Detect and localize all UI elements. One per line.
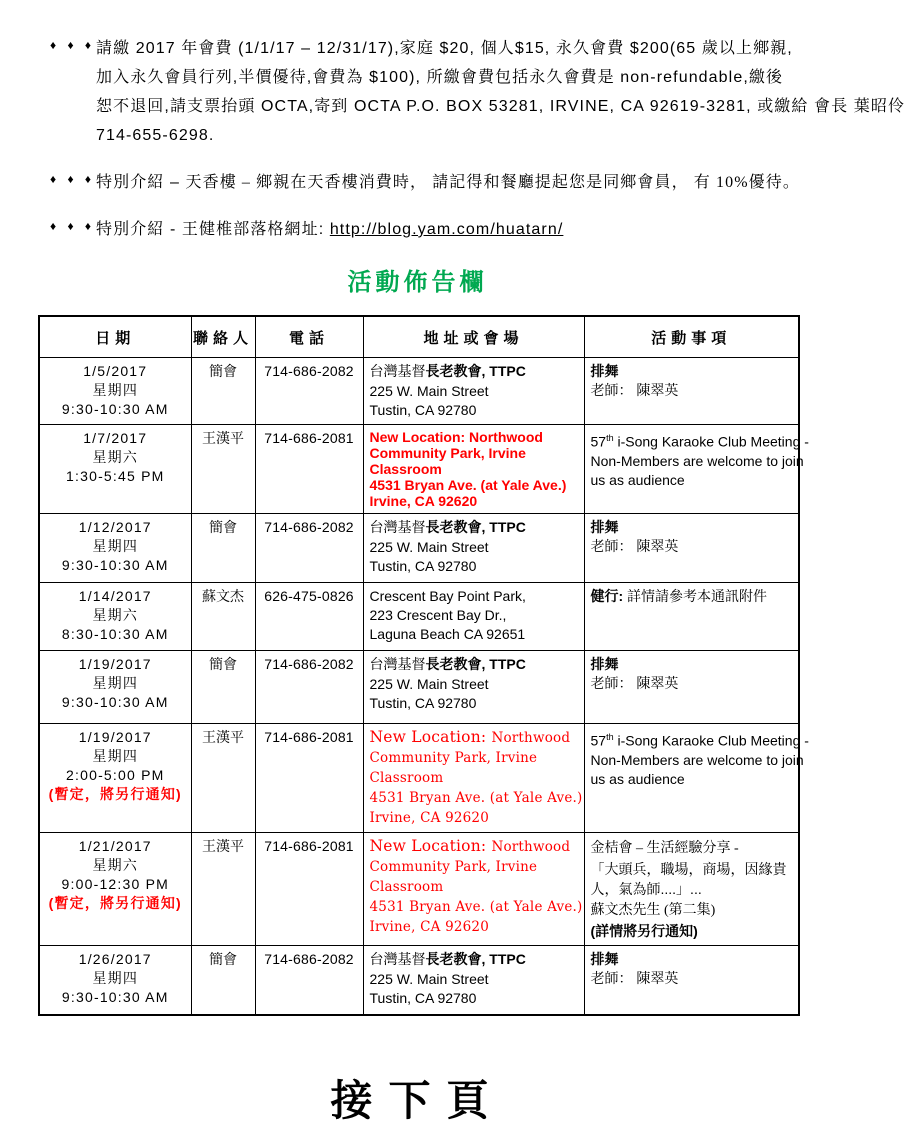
venue-cell bbox=[363, 946, 584, 1016]
text-line bbox=[262, 587, 357, 606]
activity-cell bbox=[584, 651, 799, 724]
text-segment: 加入永久會員行列,半價優待,會費為 $100), 所繳會費包括永久會費是 non-refundable,繳後 bbox=[96, 69, 784, 86]
date-cell bbox=[39, 946, 191, 1016]
text-line bbox=[591, 837, 793, 859]
venue-cell bbox=[363, 833, 584, 946]
text-line bbox=[96, 121, 905, 150]
text-line bbox=[262, 518, 357, 537]
text-line bbox=[46, 766, 185, 785]
diamond-bullets-icon: ♦ ♦ ♦ bbox=[50, 219, 96, 233]
text-segment: 57 bbox=[590, 433, 607, 450]
phone-cell bbox=[255, 514, 363, 583]
text-segment: 714-686-2082 bbox=[264, 656, 354, 672]
text-line bbox=[591, 879, 793, 899]
activity-cell bbox=[584, 583, 799, 651]
venue-cell bbox=[363, 583, 584, 651]
text-segment: 王漢平 bbox=[202, 840, 244, 855]
text-segment: 9:30-10:30 AM bbox=[61, 694, 169, 710]
activity-cell bbox=[584, 425, 809, 514]
text-segment: 1/5/2017 bbox=[83, 363, 148, 379]
text-segment: 1/19/2017 bbox=[78, 729, 152, 745]
text-segment: 簡會 bbox=[209, 658, 237, 673]
text-segment: 老師： bbox=[590, 382, 637, 398]
text-segment: Northwood bbox=[491, 730, 571, 746]
text-segment: , TTPC bbox=[481, 519, 526, 535]
text-segment: 排舞 bbox=[590, 519, 619, 535]
text-line bbox=[590, 728, 809, 751]
text-line bbox=[262, 429, 357, 448]
date-cell bbox=[39, 425, 191, 514]
text-segment: 台灣基督 bbox=[369, 658, 426, 673]
venue-cell bbox=[363, 425, 584, 514]
text-segment: Classroom bbox=[369, 879, 444, 895]
text-line bbox=[370, 950, 578, 970]
activities-table bbox=[38, 315, 809, 1016]
text-line bbox=[46, 448, 185, 467]
contact-cell bbox=[191, 514, 255, 583]
text-line bbox=[591, 674, 793, 694]
text-line bbox=[198, 429, 249, 449]
text-segment: 長老教會 bbox=[425, 656, 482, 672]
text-segment: 長老教會 bbox=[425, 363, 482, 379]
notice-paragraph bbox=[50, 168, 835, 197]
notice-section bbox=[0, 0, 905, 244]
text-segment: 2:00-5:00 PM bbox=[66, 767, 165, 783]
text-line bbox=[370, 429, 578, 445]
text-segment: New Location: Northwood bbox=[369, 429, 543, 445]
text-line bbox=[46, 894, 185, 913]
text-segment: 星期四 bbox=[92, 538, 139, 554]
text-segment: 9:30-10:30 AM bbox=[61, 401, 169, 417]
text-line bbox=[370, 694, 578, 713]
text-line bbox=[591, 587, 793, 606]
text-segment: 簡會 bbox=[209, 521, 237, 536]
text-segment: 225 W. Main Street bbox=[369, 539, 489, 555]
text-segment: 排舞 bbox=[590, 656, 619, 672]
text-line bbox=[46, 988, 185, 1007]
text-segment: 1/19/2017 bbox=[78, 656, 152, 672]
activity-cell bbox=[584, 514, 799, 583]
text-segment: 蘇文杰先生 (第二集) bbox=[590, 903, 716, 918]
contact-cell bbox=[191, 833, 255, 946]
paragraph-text bbox=[96, 168, 800, 197]
text-line bbox=[370, 837, 578, 857]
text-line bbox=[370, 445, 578, 461]
phone-cell bbox=[255, 833, 363, 946]
text-line bbox=[370, 557, 578, 576]
phone-cell bbox=[255, 651, 363, 724]
date-cell bbox=[39, 583, 191, 651]
table-row bbox=[39, 583, 799, 651]
text-line bbox=[370, 362, 578, 382]
text-segment: 特別介紹 - 王健椎部落格網址: bbox=[96, 221, 330, 238]
text-segment: 星期四 bbox=[92, 675, 139, 691]
text-line bbox=[370, 748, 578, 768]
date-cell bbox=[39, 833, 191, 946]
text-line bbox=[370, 382, 578, 401]
text-segment: (暫定，將另行通知) bbox=[48, 786, 182, 802]
text-segment: Community Park, Irvine bbox=[369, 859, 538, 875]
text-segment: Classroom bbox=[369, 461, 442, 477]
venue-cell bbox=[363, 724, 584, 833]
text-line bbox=[370, 989, 578, 1008]
text-line bbox=[46, 950, 185, 969]
text-segment: 陳翠英 bbox=[636, 540, 679, 555]
text-segment: 老師： bbox=[590, 675, 637, 691]
table-row bbox=[39, 514, 799, 583]
text-line bbox=[262, 950, 357, 969]
text-line bbox=[591, 770, 793, 789]
date-cell bbox=[39, 358, 191, 425]
text-segment: , TTPC bbox=[481, 656, 526, 672]
text-segment: 星期六 bbox=[92, 857, 139, 873]
text-segment: 星期四 bbox=[92, 748, 139, 764]
date-cell bbox=[39, 514, 191, 583]
text-segment: 排舞 bbox=[590, 951, 619, 967]
text-segment: 9:30-10:30 AM bbox=[61, 557, 169, 573]
column-header-venue: 地址或會場 bbox=[363, 316, 584, 358]
text-line bbox=[370, 970, 578, 989]
activity-cell bbox=[584, 724, 809, 833]
text-segment: 225 W. Main Street bbox=[369, 971, 489, 987]
text-segment: 8:30-10:30 AM bbox=[61, 626, 169, 642]
text-line bbox=[370, 917, 578, 937]
text-line bbox=[591, 969, 793, 989]
text-segment: 王漢平 bbox=[202, 731, 244, 746]
text-segment: 台灣基督 bbox=[369, 521, 426, 536]
column-header-activity: 活動事項 bbox=[584, 316, 799, 358]
text-line bbox=[370, 606, 578, 625]
text-segment: Classroom bbox=[369, 770, 444, 786]
text-segment: 714-686-2081 bbox=[264, 729, 354, 745]
text-line bbox=[590, 751, 804, 770]
paragraph-text bbox=[96, 215, 563, 244]
text-line bbox=[591, 899, 793, 921]
text-line bbox=[262, 837, 357, 856]
venue-cell bbox=[363, 514, 584, 583]
diamond-bullets-icon: ♦ ♦ ♦ bbox=[50, 38, 96, 52]
text-line bbox=[198, 362, 249, 382]
text-line bbox=[591, 950, 793, 969]
text-segment: Tustin, CA 92780 bbox=[369, 558, 477, 574]
text-segment: 特別介紹 – bbox=[96, 174, 186, 191]
text-line bbox=[370, 675, 578, 694]
text-line bbox=[370, 587, 578, 606]
table-row bbox=[39, 833, 799, 946]
text-line bbox=[96, 168, 800, 197]
text-segment: Tustin, CA 92780 bbox=[369, 990, 477, 1006]
text-segment: 台灣基督 bbox=[369, 953, 426, 968]
text-segment: Irvine, CA 92620 bbox=[369, 493, 478, 509]
text-segment: i-Song Karaoke Club Meeting - bbox=[613, 433, 809, 450]
text-line bbox=[370, 625, 578, 644]
column-header-date: 日期 bbox=[39, 316, 191, 358]
venue-cell bbox=[363, 358, 584, 425]
text-line bbox=[46, 693, 185, 712]
activity-cell bbox=[584, 833, 799, 946]
text-line bbox=[46, 655, 185, 674]
text-segment: 健行: bbox=[590, 588, 624, 604]
contact-cell bbox=[191, 425, 255, 514]
text-segment: Tustin, CA 92780 bbox=[369, 695, 477, 711]
text-line bbox=[370, 538, 578, 557]
venue-cell bbox=[363, 651, 584, 724]
paragraph-text bbox=[96, 34, 905, 150]
section-title: 活動佈告欄 bbox=[347, 269, 488, 296]
text-line bbox=[370, 655, 578, 675]
text-segment: Crescent Bay Point Park, bbox=[369, 588, 526, 604]
phone-cell bbox=[255, 425, 363, 514]
text-line bbox=[591, 859, 793, 879]
text-segment: 簡會 bbox=[209, 953, 237, 968]
text-segment: 1/12/2017 bbox=[78, 519, 152, 535]
date-cell bbox=[39, 651, 191, 724]
text-line bbox=[198, 837, 249, 857]
date-cell bbox=[39, 724, 191, 833]
text-segment: Laguna Beach CA 92651 bbox=[369, 626, 526, 642]
contact-cell bbox=[191, 724, 255, 833]
text-segment: 714-686-2082 bbox=[264, 951, 354, 967]
text-segment: Irvine, CA 92620 bbox=[369, 919, 490, 935]
text-segment: 1/7/2017 bbox=[83, 430, 148, 446]
text-line bbox=[262, 362, 357, 381]
text-segment: 714-686-2081 bbox=[264, 838, 354, 854]
text-line bbox=[96, 63, 905, 92]
text-line bbox=[370, 401, 578, 420]
text-line bbox=[370, 808, 578, 828]
text-line bbox=[591, 362, 793, 381]
text-line bbox=[46, 785, 185, 804]
text-segment: 簡會 bbox=[209, 365, 237, 380]
text-segment: 626-475-0826 bbox=[264, 588, 354, 604]
text-line bbox=[46, 747, 185, 766]
text-segment: New Location: bbox=[369, 728, 492, 746]
text-segment: 王漢平 bbox=[202, 432, 244, 447]
text-segment: 225 W. Main Street bbox=[369, 383, 489, 399]
text-segment: 714-686-2081 bbox=[264, 430, 354, 446]
phone-cell bbox=[255, 946, 363, 1016]
text-line bbox=[262, 728, 357, 747]
text-segment: (暫定，將另行通知) bbox=[48, 895, 182, 911]
text-segment: 恕不退回,請支票抬頭 OCTA,寄到 OCTA P.O. BOX 53281, IRVINE, CA 92619-3281, 或繳給 會長 葉昭伶 bbox=[96, 98, 905, 115]
text-segment: 星期四 bbox=[92, 970, 139, 986]
text-segment: i-Song Karaoke Club Meeting - bbox=[613, 732, 809, 749]
text-line bbox=[46, 625, 185, 644]
text-line bbox=[96, 34, 905, 63]
text-segment: 長老教會 bbox=[425, 519, 482, 535]
text-line bbox=[590, 452, 804, 471]
text-segment: 223 Crescent Bay Dr., bbox=[369, 607, 507, 623]
text-line bbox=[370, 518, 578, 538]
continued-next-page: 接下頁 bbox=[330, 1079, 505, 1125]
text-segment: 老師： bbox=[590, 970, 637, 986]
table-header-row bbox=[39, 316, 799, 358]
text-segment: 4531 Bryan Ave. (at Yale Ave.) bbox=[369, 899, 583, 915]
text-segment: 星期六 bbox=[92, 607, 139, 623]
text-segment: 星期四 bbox=[92, 382, 139, 398]
text-line bbox=[198, 728, 249, 748]
text-segment: 1/14/2017 bbox=[78, 588, 152, 604]
text-line bbox=[370, 461, 578, 477]
column-header-phone: 電話 bbox=[255, 316, 363, 358]
text-segment: us as audience bbox=[590, 770, 685, 787]
text-line bbox=[370, 477, 578, 493]
text-segment: Non-Members are welcome to join bbox=[590, 751, 804, 768]
text-line bbox=[198, 518, 249, 538]
text-segment: 蘇文杰 bbox=[202, 590, 244, 605]
text-segment: 老師： bbox=[590, 538, 637, 554]
column-header-contact: 聯絡人 bbox=[191, 316, 255, 358]
text-segment: 長老教會 bbox=[425, 951, 482, 967]
text-line bbox=[591, 518, 793, 537]
phone-cell bbox=[255, 358, 363, 425]
text-line bbox=[591, 537, 793, 557]
text-segment: 9:30-10:30 AM bbox=[61, 989, 169, 1005]
text-line bbox=[46, 556, 185, 575]
text-segment: 714-686-2082 bbox=[264, 363, 354, 379]
text-segment: 陳翠英 bbox=[636, 677, 679, 692]
text-line bbox=[591, 921, 793, 941]
text-segment: 台灣基督 bbox=[369, 365, 426, 380]
text-line bbox=[46, 467, 185, 486]
text-line bbox=[198, 950, 249, 970]
text-segment: Tustin, CA 92780 bbox=[369, 402, 477, 418]
text-segment: 詳情請參考本通訊附件 bbox=[623, 588, 768, 604]
text-line bbox=[46, 537, 185, 556]
text-segment: 1/26/2017 bbox=[78, 951, 152, 967]
text-line bbox=[46, 969, 185, 988]
text-line bbox=[46, 856, 185, 875]
text-segment: 人，氣為師....」... bbox=[590, 881, 702, 897]
phone-cell bbox=[255, 583, 363, 651]
text-segment: 「大頭兵，職場，商場，因緣貴 bbox=[590, 861, 787, 877]
text-segment: 請繳 2017 年會費 (1/1/17 – 12/31/17),家庭 $20, 個人$15, 永久會費 $200(65 歲以上鄉親, bbox=[96, 40, 793, 57]
text-line bbox=[591, 381, 793, 401]
text-line bbox=[370, 857, 578, 877]
text-segment: Community Park, Irvine bbox=[369, 750, 538, 766]
text-line bbox=[46, 381, 185, 400]
text-line bbox=[46, 606, 185, 625]
text-segment: 金桔會 – 生活經驗分享 - bbox=[590, 841, 739, 856]
text-line bbox=[590, 429, 809, 452]
table-row bbox=[39, 651, 799, 724]
text-segment: 4531 Bryan Ave. (at Yale Ave.) bbox=[369, 477, 567, 493]
table-row bbox=[39, 946, 799, 1016]
text-line bbox=[198, 587, 249, 607]
text-segment: us as audience bbox=[590, 471, 685, 488]
text-segment: , TTPC bbox=[481, 363, 526, 379]
contact-cell bbox=[191, 358, 255, 425]
table-row bbox=[39, 358, 799, 425]
contact-cell bbox=[191, 946, 255, 1016]
text-segment: th bbox=[606, 732, 614, 742]
text-segment: 陳翠英 bbox=[636, 972, 679, 987]
text-line bbox=[46, 587, 185, 606]
text-segment: 4531 Bryan Ave. (at Yale Ave.) bbox=[369, 790, 583, 806]
text-line bbox=[96, 215, 563, 244]
text-segment: 714-686-2082 bbox=[264, 519, 354, 535]
text-segment: th bbox=[606, 433, 614, 443]
text-line bbox=[370, 728, 578, 748]
text-segment: New Location: bbox=[369, 837, 492, 855]
text-segment: 排舞 bbox=[590, 363, 619, 379]
text-line bbox=[46, 362, 185, 381]
text-line bbox=[591, 655, 793, 674]
activity-cell bbox=[584, 946, 799, 1016]
text-segment: Irvine, CA 92620 bbox=[369, 810, 490, 826]
text-line bbox=[46, 837, 185, 856]
text-line bbox=[370, 877, 578, 897]
text-line bbox=[591, 471, 793, 490]
text-segment: (詳情將另行通知) bbox=[590, 923, 698, 939]
text-segment: 1:30-5:45 PM bbox=[66, 468, 165, 484]
contact-cell bbox=[191, 651, 255, 724]
text-segment: Northwood bbox=[491, 839, 571, 855]
text-segment: 天香樓 – 鄉親在天香樓消費時， 請記得和餐廳提起您是同鄉會員， 有 10%優待。 bbox=[185, 174, 800, 191]
text-line bbox=[370, 768, 578, 788]
text-segment: 1/21/2017 bbox=[78, 838, 152, 854]
text-segment: 星期六 bbox=[92, 449, 139, 465]
text-line bbox=[262, 655, 357, 674]
phone-cell bbox=[255, 724, 363, 833]
table-row bbox=[39, 425, 799, 514]
text-segment: 9:00-12:30 PM bbox=[61, 876, 169, 892]
notice-paragraph bbox=[50, 34, 905, 150]
text-segment: 陳翠英 bbox=[636, 384, 679, 399]
text-segment: Community Park, Irvine bbox=[369, 445, 526, 461]
text-line bbox=[46, 674, 185, 693]
table-row bbox=[39, 724, 799, 833]
text-line bbox=[198, 655, 249, 675]
text-line bbox=[46, 518, 185, 537]
activity-cell bbox=[584, 358, 799, 425]
notice-paragraph bbox=[50, 215, 835, 244]
blog-url[interactable]: http://blog.yam.com/huatarn/ bbox=[329, 221, 564, 238]
text-line bbox=[96, 92, 905, 121]
diamond-bullets-icon: ♦ ♦ ♦ bbox=[50, 172, 96, 186]
text-segment: 714-655-6298. bbox=[96, 127, 215, 144]
text-segment: 225 W. Main Street bbox=[369, 676, 489, 692]
text-line bbox=[46, 400, 185, 419]
text-segment: 57 bbox=[590, 732, 607, 749]
text-line bbox=[46, 875, 185, 894]
text-segment: Non-Members are welcome to join bbox=[590, 452, 804, 469]
text-line bbox=[370, 493, 578, 509]
text-line bbox=[369, 788, 583, 808]
contact-cell bbox=[191, 583, 255, 651]
text-line bbox=[46, 429, 185, 448]
text-segment: , TTPC bbox=[481, 951, 526, 967]
text-line bbox=[46, 728, 185, 747]
text-line bbox=[369, 897, 583, 917]
